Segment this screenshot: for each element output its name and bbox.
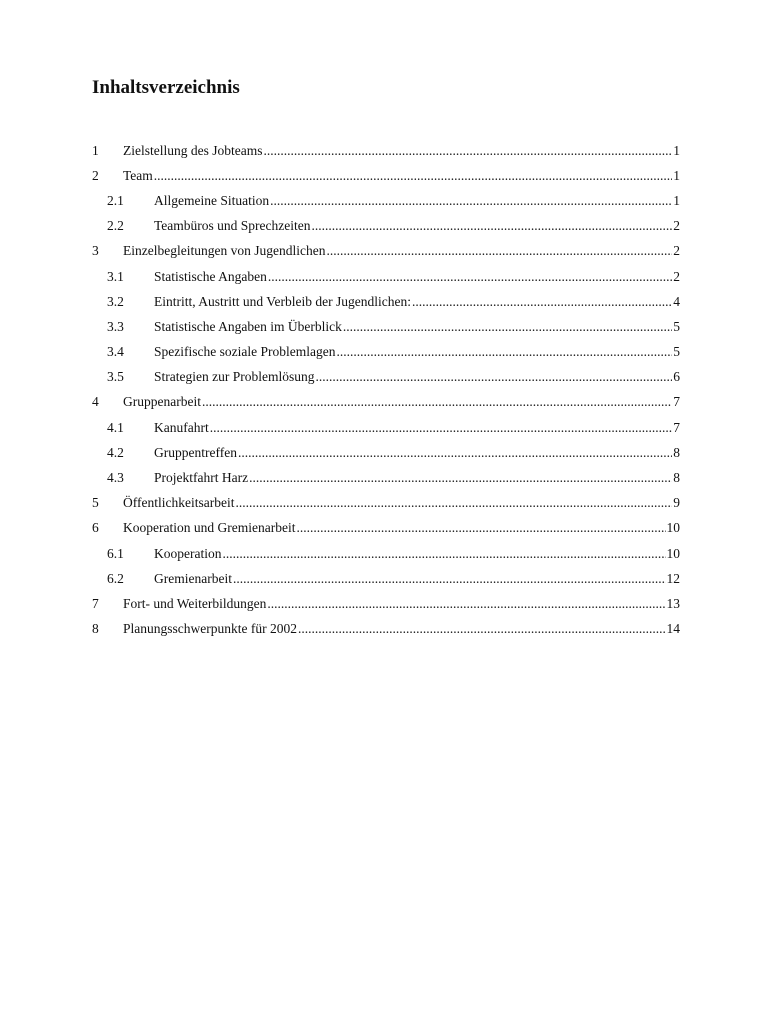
toc-dot-leader bbox=[298, 621, 666, 637]
toc-entry-page: 2 bbox=[673, 218, 680, 234]
toc-entry-page: 10 bbox=[666, 520, 680, 536]
toc-entry-number: 5 bbox=[92, 495, 99, 511]
toc-entry-page: 1 bbox=[673, 192, 680, 208]
toc-dot-leader bbox=[315, 369, 672, 385]
toc-entry[interactable] bbox=[92, 541, 680, 566]
toc-entry-number: 4.1 bbox=[107, 419, 124, 435]
toc-entry-title: Zielstellung des Jobteams bbox=[123, 142, 263, 158]
toc-entry-title: Gremienarbeit bbox=[154, 570, 232, 586]
toc-entry[interactable] bbox=[92, 415, 680, 440]
toc-entry-title: Projektfahrt Harz bbox=[154, 470, 249, 486]
toc-dot-leader bbox=[202, 394, 672, 410]
toc-entry-number: 2.2 bbox=[107, 218, 124, 234]
toc-entry-number: 2.1 bbox=[107, 192, 124, 208]
toc-entry-title: Öffentlichkeitsarbeit bbox=[123, 495, 235, 511]
toc-entry[interactable] bbox=[92, 314, 680, 339]
toc-entry[interactable] bbox=[92, 440, 680, 465]
toc-entry-title: Eintritt, Austritt und Verbleib der Jugendlichen: bbox=[154, 293, 411, 309]
toc-entry-title: Gruppenarbeit bbox=[123, 394, 201, 410]
toc-entry-title: Einzelbegleitungen von Jugendlichen bbox=[123, 243, 326, 259]
table-of-contents bbox=[92, 138, 680, 642]
toc-entry[interactable] bbox=[92, 188, 680, 213]
toc-entry-title: Team bbox=[123, 167, 153, 183]
toc-entry-title: Kanufahrt bbox=[154, 419, 209, 435]
toc-dot-leader bbox=[267, 596, 665, 612]
toc-entry-page: 10 bbox=[666, 545, 680, 561]
toc-entry-number: 3.3 bbox=[107, 318, 124, 334]
toc-entry-title: Kooperation und Gremienarbeit bbox=[123, 520, 296, 536]
toc-dot-leader bbox=[154, 168, 672, 184]
toc-entry[interactable] bbox=[92, 214, 680, 239]
toc-dot-leader bbox=[343, 319, 672, 335]
toc-dot-leader bbox=[270, 193, 672, 209]
toc-dot-leader bbox=[412, 294, 672, 310]
toc-entry-number: 4 bbox=[92, 394, 99, 410]
toc-entry-page: 14 bbox=[666, 621, 680, 637]
toc-entry[interactable] bbox=[92, 365, 680, 390]
toc-entry-page: 2 bbox=[673, 243, 680, 259]
toc-entry[interactable] bbox=[92, 617, 680, 642]
toc-entry-title: Strategien zur Problemlösung bbox=[154, 369, 315, 385]
toc-entry-number: 2 bbox=[92, 167, 99, 183]
toc-entry-number: 8 bbox=[92, 621, 99, 637]
toc-entry-title: Statistische Angaben bbox=[154, 268, 267, 284]
page-title: Inhaltsverzeichnis bbox=[92, 77, 240, 98]
toc-entry-page: 13 bbox=[666, 595, 680, 611]
toc-entry-title: Fort- und Weiterbildungen bbox=[123, 595, 267, 611]
toc-entry[interactable] bbox=[92, 239, 680, 264]
toc-entry-title: Allgemeine Situation bbox=[154, 192, 270, 208]
toc-entry-page: 1 bbox=[673, 142, 680, 158]
toc-entry-title: Planungsschwerpunkte für 2002 bbox=[123, 621, 297, 637]
toc-entry-number: 3.4 bbox=[107, 344, 124, 360]
toc-entry-page: 6 bbox=[673, 369, 680, 385]
toc-entry[interactable] bbox=[92, 516, 680, 541]
toc-entry[interactable] bbox=[92, 591, 680, 616]
toc-dot-leader bbox=[296, 520, 665, 536]
toc-entry-page: 1 bbox=[673, 167, 680, 183]
toc-entry-page: 4 bbox=[673, 293, 680, 309]
toc-entry-number: 3 bbox=[92, 243, 99, 259]
toc-dot-leader bbox=[235, 495, 672, 511]
toc-entry-title: Statistische Angaben im Überblick bbox=[154, 318, 342, 334]
toc-entry-page: 9 bbox=[673, 495, 680, 511]
toc-entry-number: 6 bbox=[92, 520, 99, 536]
toc-dot-leader bbox=[222, 546, 665, 562]
toc-entry-number: 7 bbox=[92, 595, 99, 611]
toc-entry-page: 7 bbox=[673, 419, 680, 435]
toc-entry-number: 3.5 bbox=[107, 369, 124, 385]
toc-entry[interactable] bbox=[92, 566, 680, 591]
toc-entry[interactable] bbox=[92, 491, 680, 516]
toc-dot-leader bbox=[268, 269, 672, 285]
toc-dot-leader bbox=[263, 143, 672, 159]
toc-dot-leader bbox=[326, 243, 672, 259]
toc-entry[interactable] bbox=[92, 264, 680, 289]
toc-entry-title: Spezifische soziale Problemlagen bbox=[154, 344, 336, 360]
toc-entry[interactable] bbox=[92, 465, 680, 490]
toc-entry-page: 7 bbox=[673, 394, 680, 410]
toc-entry[interactable] bbox=[92, 138, 680, 163]
toc-dot-leader bbox=[249, 470, 672, 486]
toc-dot-leader bbox=[210, 420, 673, 436]
toc-entry-number: 4.3 bbox=[107, 470, 124, 486]
toc-entry-number: 1 bbox=[92, 142, 99, 158]
toc-entry-number: 4.2 bbox=[107, 444, 124, 460]
toc-entry-number: 3.2 bbox=[107, 293, 124, 309]
toc-entry-title: Teambüros und Sprechzeiten bbox=[154, 218, 311, 234]
toc-entry-page: 12 bbox=[666, 570, 680, 586]
toc-entry[interactable] bbox=[92, 390, 680, 415]
toc-dot-leader bbox=[336, 344, 672, 360]
toc-entry-number: 6.2 bbox=[107, 570, 124, 586]
toc-entry[interactable] bbox=[92, 289, 680, 314]
toc-entry-page: 2 bbox=[673, 268, 680, 284]
toc-dot-leader bbox=[238, 445, 672, 461]
toc-entry[interactable] bbox=[92, 340, 680, 365]
toc-dot-leader bbox=[233, 571, 666, 587]
toc-entry-number: 3.1 bbox=[107, 268, 124, 284]
toc-entry-page: 5 bbox=[673, 318, 680, 334]
toc-entry[interactable] bbox=[92, 163, 680, 188]
toc-entry-title: Kooperation bbox=[154, 545, 222, 561]
toc-entry-page: 8 bbox=[673, 470, 680, 486]
toc-entry-page: 8 bbox=[673, 444, 680, 460]
toc-entry-page: 5 bbox=[673, 344, 680, 360]
toc-entry-title: Gruppentreffen bbox=[154, 444, 237, 460]
toc-dot-leader bbox=[312, 218, 673, 234]
toc-entry-number: 6.1 bbox=[107, 545, 124, 561]
